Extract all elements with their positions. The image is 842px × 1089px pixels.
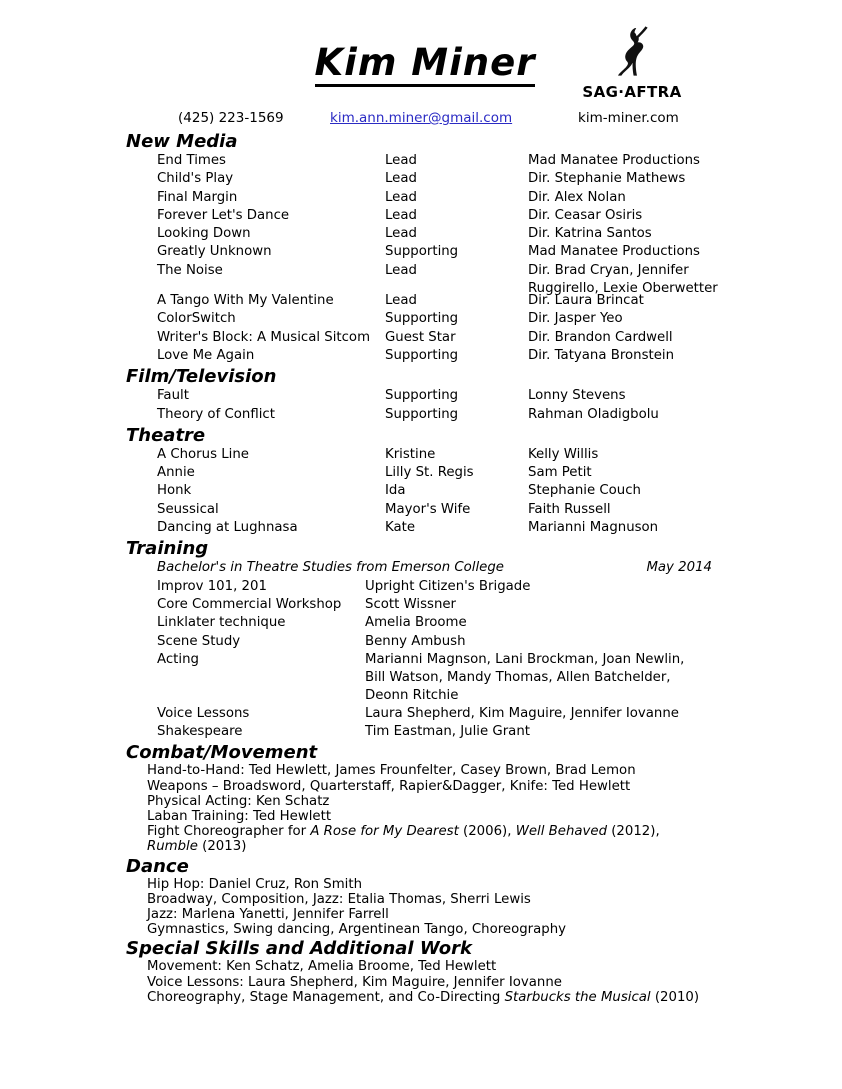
credit-company: Mad Manatee Productions — [528, 153, 700, 168]
training-row — [157, 633, 842, 651]
training-subject: Scene Study — [157, 633, 241, 649]
training-row — [157, 651, 842, 705]
credit-title: A Tango With My Valentine — [157, 293, 334, 309]
degree-row — [157, 559, 712, 577]
training-instructor: Tim Eastman, Julie Grant — [365, 724, 530, 740]
credit-role: Lead — [385, 226, 417, 242]
theatre-rows — [157, 446, 842, 537]
skill-line: Physical Acting: Ken Schatz — [147, 793, 330, 809]
new-media-rows — [157, 152, 842, 365]
training-instructor: Marianni Magnson, Lani Brockman, Joan Newlin, Bill Watson, Mandy Thomas, Allen Batchelder, Deonn Ritchie — [365, 651, 685, 704]
credit-role: Supporting — [385, 244, 459, 260]
credit-company: Sam Petit — [528, 465, 592, 481]
section-theatre — [0, 424, 842, 537]
training-instructor: Scott Wissner — [365, 596, 457, 612]
degree-date: May 2014 — [646, 560, 712, 576]
section-new-media — [0, 130, 842, 365]
credit-row — [157, 243, 842, 261]
credit-title: Dancing at Lughnasa — [157, 520, 298, 536]
credit-title: Final Margin — [157, 189, 238, 205]
special-skills-lines — [147, 959, 707, 1005]
credit-role: Mayor's Wife — [385, 501, 471, 517]
training-subject: Core Commercial Workshop — [157, 596, 342, 612]
credit-company: Dir. Stephanie Mathews — [528, 171, 686, 187]
section-heading: Special Skills and Additional Work — [126, 938, 472, 960]
credit-role: Lead — [385, 153, 417, 168]
codirect-suffix: (2010) — [650, 989, 700, 1005]
credit-row — [157, 519, 842, 537]
training-subject: Improv 101, 201 — [157, 578, 267, 594]
credit-role: Lead — [385, 262, 417, 278]
credit-role: Lead — [385, 293, 417, 309]
training-subject: Linklater technique — [157, 615, 286, 631]
section-heading: New Media — [126, 131, 238, 152]
credit-role: Supporting — [385, 311, 459, 327]
skill-line: Movement: Ken Schatz, Amelia Broome, Ted Hewlett — [147, 959, 497, 975]
credit-title: Child's Play — [157, 171, 234, 187]
codirect-prefix: Choreography, Stage Management, and Co-Directing — [147, 989, 505, 1005]
credit-company: Faith Russell — [528, 501, 611, 517]
credit-company: Dir. Brad Cryan, Jennifer Ruggirello, Lexie Oberwetter — [528, 262, 718, 297]
credit-title: A Chorus Line — [157, 446, 249, 462]
credit-role: Lilly St. Regis — [385, 465, 474, 481]
skill-line: Gymnastics, Swing dancing, Argentinean Tango, Choreography — [147, 922, 567, 938]
sag-aftra-label: SAG·AFTRA — [582, 83, 682, 101]
credit-company: Lonny Stevens — [528, 388, 626, 404]
credit-company: Dir. Brandon Cardwell — [528, 329, 673, 345]
skill-line: Jazz: Marlena Yanetti, Jennifer Farrell — [147, 907, 389, 923]
credit-title: Annie — [157, 465, 195, 481]
section-special-skills — [0, 937, 842, 1005]
training-row — [157, 705, 842, 723]
training-row — [157, 578, 842, 596]
choreo-mid-1: (2006), — [458, 824, 516, 840]
credit-title: Forever Let's Dance — [157, 207, 290, 223]
credit-company: Kelly Willis — [528, 446, 599, 462]
credit-row — [157, 292, 842, 310]
credit-row — [157, 406, 842, 424]
credit-title: Honk — [157, 483, 192, 499]
credit-role: Kate — [385, 520, 416, 536]
credit-title: Seussical — [157, 501, 219, 517]
credit-role: Supporting — [385, 388, 459, 404]
credit-row — [157, 347, 842, 365]
credit-company: Dir. Ceasar Osiris — [528, 207, 643, 223]
credit-row — [157, 207, 842, 225]
credit-role: Kristine — [385, 446, 436, 462]
credit-company: Rahman Oladigbolu — [528, 406, 659, 422]
skill-line: Hand-to-Hand: Ted Hewlett, James Frounfelter, Casey Brown, Brad Lemon — [147, 763, 636, 779]
co-directing-line — [147, 990, 707, 1005]
section-heading: Dance — [126, 855, 189, 877]
training-instructor: Amelia Broome — [365, 615, 467, 631]
section-heading: Film/Television — [126, 366, 277, 388]
credit-role: Ida — [385, 483, 406, 499]
choreo-suffix: (2013) — [197, 839, 247, 855]
credit-title: ColorSwitch — [157, 311, 236, 327]
training-row — [157, 614, 842, 632]
credit-company: Mad Manatee Productions — [528, 244, 700, 260]
fight-choreographer-line — [147, 824, 707, 854]
credit-title: Love Me Again — [157, 347, 255, 363]
sag-aftra-logo — [572, 26, 692, 101]
credit-title: Looking Down — [157, 226, 251, 242]
combat-movement-lines — [147, 763, 707, 854]
choreo-show-2: Well Behaved — [515, 824, 608, 840]
skill-line: Laban Training: Ted Hewlett — [147, 809, 332, 825]
credit-role: Lead — [385, 189, 417, 205]
training-instructor: Laura Shepherd, Kim Maguire, Jennifer Iovanne — [365, 705, 679, 721]
credit-row — [157, 225, 842, 243]
training-row — [157, 723, 842, 741]
credit-title: The Noise — [157, 262, 223, 278]
section-training — [0, 537, 842, 741]
skill-line: Broadway, Composition, Jazz: Etalia Thomas, Sherri Lewis — [147, 891, 531, 907]
section-dance — [0, 855, 842, 938]
credit-role: Supporting — [385, 347, 459, 363]
skill-line: Voice Lessons: Laura Shepherd, Kim Maguire, Jennifer Iovanne — [147, 974, 562, 990]
credit-row — [157, 152, 842, 170]
credit-company: Dir. Laura Brincat — [528, 293, 644, 309]
training-rows — [157, 559, 842, 741]
credit-role: Lead — [385, 207, 417, 223]
section-film-television — [0, 365, 842, 424]
training-subject: Acting — [157, 651, 199, 667]
skill-line: Weapons – Broadsword, Quarterstaff, Rapier&Dagger, Knife: Ted Hewlett — [147, 778, 631, 794]
credit-role: Supporting — [385, 406, 459, 422]
credit-row — [157, 170, 842, 188]
credit-row — [157, 387, 842, 405]
credit-row — [157, 446, 842, 464]
choreo-prefix: Fight Choreographer for — [147, 824, 311, 840]
skill-line: Hip Hop: Daniel Cruz, Ron Smith — [147, 876, 363, 892]
degree-text: Bachelor's in Theatre Studies from Emerson College — [157, 560, 504, 576]
choreo-show-1: A Rose for My Dearest — [310, 824, 459, 840]
page-title: Kim Miner — [315, 44, 536, 87]
credit-title: Greatly Unknown — [157, 244, 272, 260]
credit-row — [157, 501, 842, 519]
credit-row — [157, 329, 842, 347]
credit-row — [157, 189, 842, 207]
name-block — [300, 41, 550, 87]
credit-row — [157, 464, 842, 482]
contact-row — [0, 110, 842, 128]
credit-title: Writer's Block: A Musical Sitcom — [157, 329, 371, 345]
resume-header — [0, 0, 842, 104]
credit-title: End Times — [157, 153, 226, 168]
training-instructor: Benny Ambush — [365, 633, 466, 649]
credit-row — [157, 262, 842, 297]
dance-lines — [147, 877, 707, 938]
email-link[interactable]: kim.ann.miner@gmail.com — [330, 110, 513, 126]
credit-company: Marianni Magnuson — [528, 520, 659, 536]
training-row — [157, 596, 842, 614]
credit-row — [157, 482, 842, 500]
credit-role: Guest Star — [385, 329, 456, 345]
training-instructor: Upright Citizen's Brigade — [365, 578, 531, 594]
phone-number: (425) 223-1569 — [178, 110, 284, 126]
website-text: kim-miner.com — [578, 110, 679, 126]
section-heading: Theatre — [126, 424, 206, 446]
choreo-show-3: Rumble — [147, 839, 198, 855]
credit-role: Lead — [385, 171, 417, 187]
section-heading: Combat/Movement — [126, 742, 318, 764]
credit-row — [157, 310, 842, 328]
credit-title: Fault — [157, 388, 189, 404]
sag-aftra-walking-figure-icon — [609, 26, 655, 82]
section-heading: Training — [126, 538, 209, 560]
credit-company: Dir. Jasper Yeo — [528, 311, 623, 327]
section-combat-movement — [0, 741, 842, 854]
resume-body — [0, 130, 842, 1005]
training-subject: Shakespeare — [157, 724, 243, 740]
credit-company: Dir. Tatyana Bronstein — [528, 347, 675, 363]
credit-company: Dir. Katrina Santos — [528, 226, 652, 242]
film-television-rows — [157, 387, 842, 424]
credit-title: Theory of Conflict — [157, 406, 275, 422]
training-subject: Voice Lessons — [157, 705, 250, 721]
codirect-show: Starbucks the Musical — [504, 989, 651, 1005]
credit-company: Stephanie Couch — [528, 483, 641, 499]
credit-company: Dir. Alex Nolan — [528, 189, 626, 205]
choreo-mid-2: (2012), — [607, 824, 660, 840]
